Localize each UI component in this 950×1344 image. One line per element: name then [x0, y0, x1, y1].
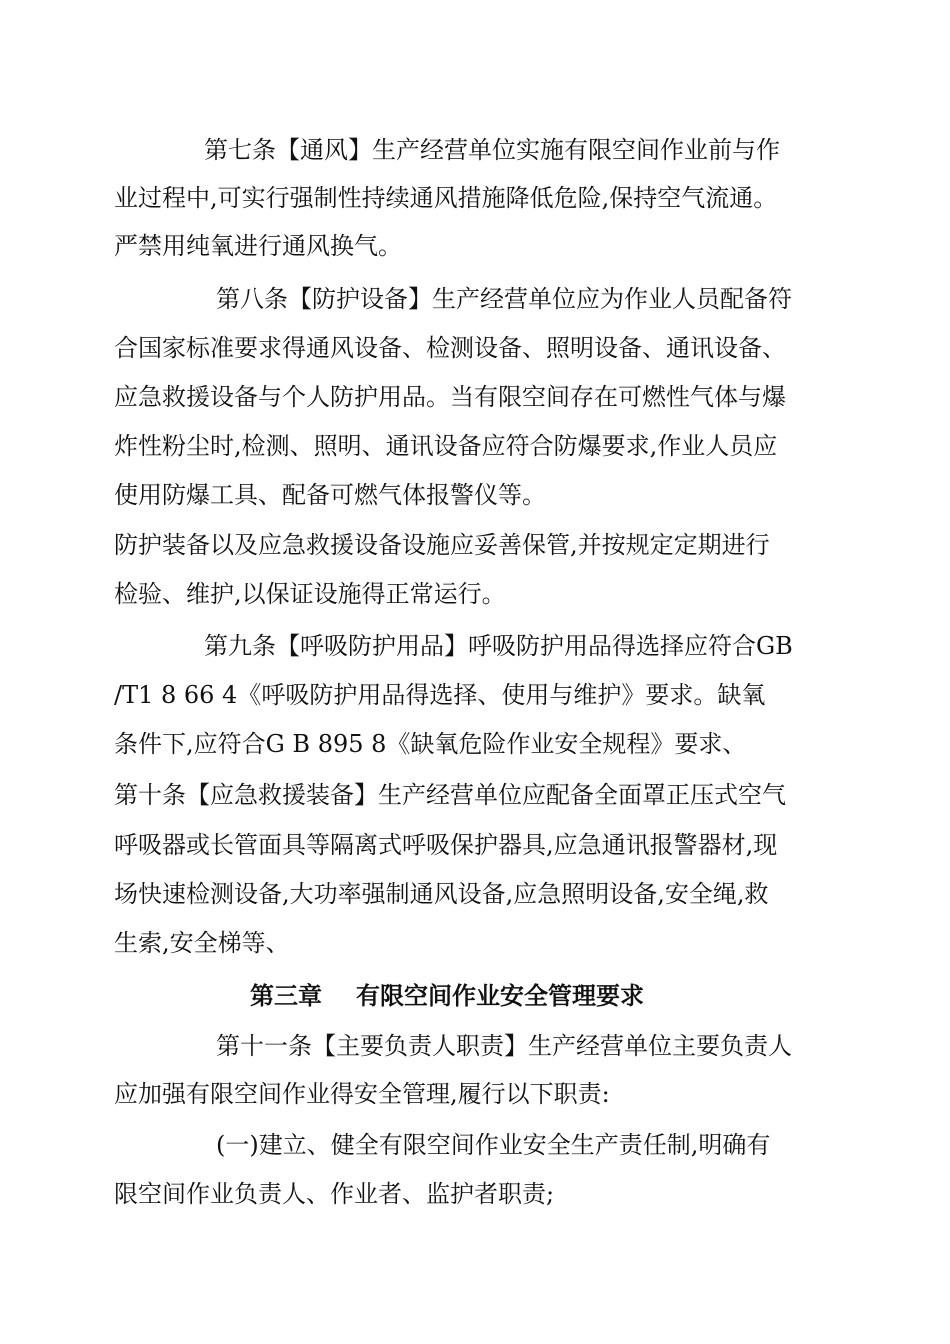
chapter-title: 有限空间作业安全管理要求	[356, 982, 644, 1010]
item-1-line-2: 限空间作业负责人、作业者、监护者职责;	[114, 1180, 555, 1208]
chapter-heading	[250, 980, 644, 1012]
article-7-line-1: 第七条【通风】生产经营单位实施有限空间作业前与作	[204, 136, 780, 164]
article-8-line-3: 应急救援设备与个人防护用品。当有限空间存在可燃性气体与爆	[114, 383, 786, 411]
article-11-line-1: 第十一条【主要负责人职责】生产经营单位主要负责人	[216, 1032, 792, 1060]
article-8-line-5: 使用防爆工具、配备可燃气体报警仪等。	[114, 481, 546, 509]
article-7-line-2: 业过程中,可实行强制性持续通风措施降低危险,保持空气流通。	[114, 184, 778, 212]
article-8-line-7: 检验、维护,以保证设施得正常运行。	[114, 580, 506, 608]
item-1-line-1: (一)建立、健全有限空间作业安全生产责任制,明确有	[216, 1131, 771, 1159]
article-9-line-1: 第九条【呼吸防护用品】呼吸防护用品得选择应符合GB	[204, 632, 793, 660]
article-7-line-3: 严禁用纯氧进行通风换气。	[114, 232, 402, 260]
article-9-line-2: /T1 8 66 4《呼吸防护用品得选择、使用与维护》要求。缺氧	[114, 681, 766, 709]
article-10-line-3: 场快速检测设备,大功率强制通风设备,应急照明设备,安全绳,救	[114, 880, 769, 908]
article-11-line-2: 应加强有限空间作业得安全管理,履行以下职责:	[114, 1080, 610, 1108]
article-9-line-3: 条件下,应符合G B 895 8《缺氧危险作业安全规程》要求、	[114, 730, 747, 758]
article-8-line-4: 炸性粉尘时,检测、照明、通讯设备应符合防爆要求,作业人员应	[114, 432, 778, 460]
article-8-line-2: 合国家标准要求得通风设备、检测设备、照明设备、通讯设备、	[114, 334, 786, 362]
article-10-line-1: 第十条【应急救援装备】生产经营单位应配备全面罩正压式空气	[114, 781, 786, 809]
article-10-line-4: 生索,安全梯等、	[114, 929, 290, 957]
article-8-line-1: 第八条【防护设备】生产经营单位应为作业人员配备符	[216, 285, 792, 313]
article-10-line-2: 呼吸器或长管面具等隔离式呼吸保护器具,应急通讯报警器材,现	[114, 831, 778, 859]
chapter-number: 第三章	[250, 982, 322, 1010]
article-8-line-6: 防护装备以及应急救援设备设施应妥善保管,并按规定定期进行	[114, 531, 770, 559]
